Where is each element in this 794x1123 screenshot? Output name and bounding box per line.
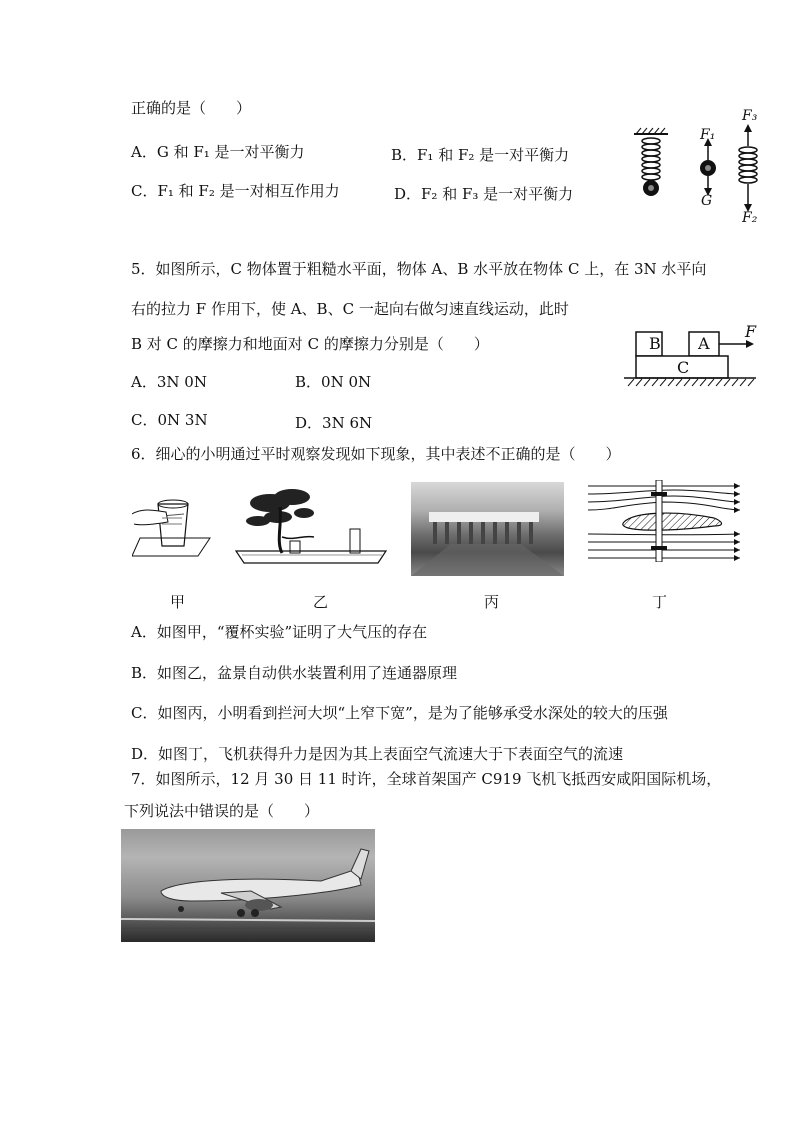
q4-option-a: A．G 和 F₁ 是一对平衡力 xyxy=(131,143,305,161)
q6-figure-bing-dam-photo xyxy=(411,482,564,576)
q5-option-d: D．3N 6N xyxy=(295,414,373,432)
q5-option-c: C．0N 3N xyxy=(131,411,208,429)
q5-label-c: C xyxy=(677,358,690,377)
q5-label-a: A xyxy=(698,334,710,353)
q6-option-b: B．如图乙，盆景自动供水装置利用了连通器原理 xyxy=(131,664,458,682)
q6-option-d: D．如图丁，飞机获得升力是因为其上表面空气流速大于下表面空气的流速 xyxy=(131,745,624,763)
q5-label-f: F xyxy=(745,322,757,341)
q4-option-c: C．F₁ 和 F₂ 是一对相互作用力 xyxy=(131,182,340,200)
q5-stem-line1: 5．如图所示，C 物体置于粗糙水平面，物体 A、B 水平放在物体 C 上，在 3N 水平向 xyxy=(131,260,707,278)
q4-option-b: B．F₁ 和 F₂ 是一对平衡力 xyxy=(391,146,570,164)
q6-caption-ding: 丁 xyxy=(652,593,668,611)
q7-stem-line1: 7．如图所示，12 月 30 日 11 时许，全球首架国产 C919 飞机飞抵西安咸阳国际机场， xyxy=(131,770,722,788)
q6-figure-jia xyxy=(132,490,218,560)
q5-label-b: B xyxy=(649,334,661,353)
q6-caption-yi: 乙 xyxy=(313,593,329,611)
q5-option-b: B．0N 0N xyxy=(295,373,372,391)
q5-stem-line2: 右的拉力 F 作用下，使 A、B、C 一起向右做匀速直线运动，此时 xyxy=(131,300,569,318)
q6-caption-jia: 甲 xyxy=(170,593,186,611)
q4-label-f1: F₁ xyxy=(700,127,716,143)
q4-stem-tail: 正确的是（ ） xyxy=(131,99,252,117)
q7-airplane-photo xyxy=(121,829,375,942)
q6-option-c: C．如图丙，小明看到拦河大坝“上窄下宽”，是为了能够承受水深处的较大的压强 xyxy=(131,704,668,722)
q5-stem-line3: B 对 C 的摩擦力和地面对 C 的摩擦力分别是（ ） xyxy=(131,335,489,353)
q4-label-g: G xyxy=(701,193,713,209)
q6-stem: 6．细心的小明通过平时观察发现如下现象，其中表述不正确的是（ ） xyxy=(131,445,621,463)
q4-option-d: D．F₂ 和 F₃ 是一对平衡力 xyxy=(394,185,574,203)
q6-caption-bing: 丙 xyxy=(484,593,500,611)
q4-label-f3: F₃ xyxy=(742,108,758,124)
q6-figure-ding xyxy=(584,480,744,562)
q4-label-f2: F₂ xyxy=(742,210,758,226)
q6-option-a: A．如图甲，“覆杯实验”证明了大气压的存在 xyxy=(131,623,428,641)
q7-stem-line2: 下列说法中错误的是（ ） xyxy=(124,802,320,820)
q5-option-a: A．3N 0N xyxy=(131,373,207,391)
q6-figure-yi xyxy=(232,485,392,565)
